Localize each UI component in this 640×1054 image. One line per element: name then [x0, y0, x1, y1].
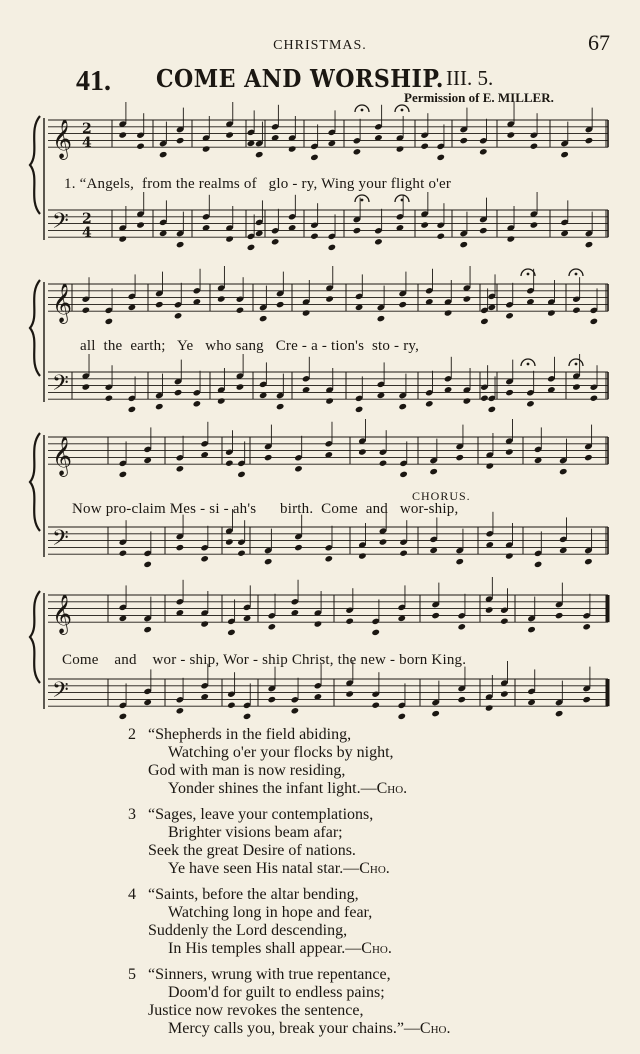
note-head [398, 403, 407, 410]
note-head [236, 307, 245, 314]
note-head [358, 552, 367, 559]
note-head [310, 154, 319, 161]
note-head [227, 702, 236, 709]
bass-clef-icon: 𝄢 [52, 678, 69, 708]
note-head [457, 623, 466, 630]
note-head [500, 690, 509, 697]
note-head [136, 221, 145, 228]
note-head [314, 620, 323, 627]
fermata-dot [361, 199, 364, 202]
note-head [325, 555, 334, 562]
note-head [420, 221, 429, 228]
note-head [527, 626, 536, 633]
note-head [582, 623, 591, 630]
hymn-number: 41. [76, 66, 111, 97]
note-head [436, 154, 445, 161]
note-head [488, 406, 497, 413]
note-head [455, 558, 464, 565]
note-head [328, 244, 337, 251]
note-head [530, 221, 539, 228]
note-head [176, 241, 185, 248]
note-head [377, 315, 386, 322]
note-head [459, 241, 468, 248]
note-head [243, 713, 252, 720]
note-head [202, 145, 211, 152]
note-head [247, 244, 256, 251]
verse-line: Suddenly the Lord descending, [148, 922, 348, 939]
verse-number: 2 [128, 726, 136, 743]
note-head [176, 465, 185, 472]
note-head [396, 145, 405, 152]
verse-line: Yonder shines the infant light.— [168, 780, 377, 797]
fermata-dot [361, 109, 364, 112]
refrain-mark: Cho. [361, 940, 392, 957]
verse-line: Seek the great Desire of nations. [148, 842, 356, 859]
note-head [572, 383, 581, 390]
note-head [119, 713, 128, 720]
verse-3 [128, 806, 450, 878]
verse-line: “Saints, before the altar bending, [148, 886, 359, 903]
permission-credit: Permission of E. MILLER. [404, 90, 554, 105]
verse-line: “Shepherds in the field abiding, [148, 726, 352, 743]
note-head [294, 544, 303, 551]
verse-line: Ye have seen His natal star.— [168, 860, 360, 877]
verse-line: Brighter visions beam afar; [168, 824, 343, 841]
note-head [582, 696, 591, 703]
bass-clef-icon: 𝄢 [52, 371, 69, 401]
note-head [217, 295, 226, 302]
note-head [480, 318, 489, 325]
note-head [507, 235, 516, 242]
note-head [225, 235, 234, 242]
treble-clef-icon: 𝄞 [52, 436, 73, 476]
note-head [547, 309, 556, 316]
verse-line: “Sages, leave your contemplations, [148, 806, 374, 823]
note-head [271, 238, 280, 245]
treble-clef-icon: 𝄞 [52, 283, 73, 323]
note-head [500, 618, 509, 625]
note-head [463, 295, 472, 302]
note-head [136, 143, 145, 150]
note-head [345, 690, 354, 697]
note-head [371, 702, 380, 709]
verse-line: Watching long in hope and fear, [168, 904, 373, 921]
note-head [534, 561, 543, 568]
note-head [399, 550, 408, 557]
note-head [155, 403, 164, 410]
verse-5 [128, 966, 450, 1038]
treble-clef-icon: 𝄞 [52, 594, 73, 634]
verse-4 [128, 886, 450, 958]
note-head [459, 137, 468, 144]
chorus-label: CHORUS. [412, 489, 471, 503]
note-head [276, 403, 285, 410]
lyric-line-1: 1. “Angels, from the realms of glo - ry, Wing your flight o'er [64, 176, 452, 192]
note-head [174, 389, 183, 396]
note-head [325, 397, 334, 404]
note-head [479, 227, 488, 234]
note-head [236, 383, 245, 390]
note-head [584, 454, 593, 461]
note-head [585, 241, 594, 248]
note-head [174, 312, 183, 319]
note-head [555, 612, 564, 619]
note-head [397, 713, 406, 720]
brace [30, 433, 40, 531]
note-head [358, 448, 367, 455]
note-head [200, 555, 209, 562]
note-head [82, 307, 91, 314]
note-head [225, 460, 234, 467]
note-head [353, 148, 362, 155]
note-head [429, 468, 438, 475]
note-head [436, 233, 445, 240]
note-head [237, 471, 246, 478]
note-head [353, 227, 362, 234]
note-head [310, 233, 319, 240]
time-signature-top: 2 [82, 121, 92, 137]
note-head [526, 400, 535, 407]
fermata-dot [527, 363, 530, 366]
note-head [345, 618, 354, 625]
note-head [480, 395, 489, 402]
running-head: CHRISTMAS. [273, 38, 367, 53]
verse-line: Mercy calls you, break your chains.”— [168, 1020, 420, 1037]
verse-list [128, 726, 450, 1046]
note-head [217, 397, 226, 404]
time-signature-bottom: 4 [82, 225, 92, 241]
note-head [505, 389, 514, 396]
note-head [105, 318, 114, 325]
note-head [119, 550, 128, 557]
note-head [237, 550, 246, 557]
note-head [155, 301, 164, 308]
note-head [128, 406, 137, 413]
note-head [431, 710, 440, 717]
note-head [398, 301, 407, 308]
note-head [264, 454, 273, 461]
verse-2 [128, 726, 450, 798]
note-head [431, 612, 440, 619]
note-head [159, 151, 168, 158]
hymn-meter: III. 5. [446, 66, 494, 90]
verse-line: “Sinners, wrung with true repentance, [148, 966, 391, 983]
verse-line: Justice now revokes the sentence, [148, 1002, 364, 1019]
note-head [379, 538, 388, 545]
brace [30, 591, 40, 683]
lyric-line-3: Now pro-claim Mes - si - ah's birth. Come and wor-ship, [72, 501, 459, 517]
note-head [225, 538, 234, 545]
brace [30, 280, 40, 376]
verse-number: 5 [128, 966, 136, 983]
note-head [457, 696, 466, 703]
note-head [479, 148, 488, 155]
note-head [268, 623, 277, 630]
lyric-line-2: all the earth; Ye who sang Cre - a - tion's sto - ry, [80, 338, 420, 354]
note-head [590, 395, 599, 402]
note-head [176, 137, 185, 144]
note-head [355, 406, 364, 413]
note-head [119, 471, 128, 478]
bass-clef-icon: 𝄢 [52, 209, 69, 239]
page-number: 67 [588, 30, 610, 55]
note-head [193, 400, 202, 407]
verse-number: 4 [128, 886, 136, 903]
refrain-mark: Cho. [419, 1020, 451, 1037]
note-head [505, 312, 514, 319]
note-head [371, 629, 380, 636]
note-head [227, 629, 236, 636]
note-head [276, 301, 285, 308]
note-head [291, 707, 300, 714]
note-head [584, 558, 593, 565]
note-head [555, 710, 564, 717]
note-head [507, 131, 516, 138]
note-head [572, 307, 581, 314]
note-head [294, 465, 303, 472]
note-head [530, 143, 539, 150]
lyric-line-4: Come and wor - ship, Wor - ship Christ, the new - born King. [62, 652, 467, 668]
note-head [455, 454, 464, 461]
note-head [302, 309, 311, 316]
fermata-dot [527, 273, 530, 276]
note-head [143, 561, 152, 568]
note-head [485, 704, 494, 711]
note-head [485, 462, 494, 469]
verse-number: 3 [128, 806, 136, 823]
verse-line: God with man is now residing, [148, 762, 346, 779]
note-head [118, 235, 127, 242]
note-head [559, 468, 568, 475]
note-head [225, 131, 234, 138]
note-head [463, 397, 472, 404]
verse-line: Watching o'er your flocks by night, [168, 744, 394, 761]
verse-line: Doom'd for guilt to endless pains; [168, 984, 385, 1001]
note-head [325, 295, 334, 302]
note-head [82, 383, 91, 390]
note-head [485, 606, 494, 613]
note-head [143, 626, 152, 633]
note-head [425, 400, 434, 407]
note-head [585, 137, 594, 144]
fermata-dot [575, 363, 578, 366]
brace [30, 116, 40, 214]
note-head [105, 395, 114, 402]
fermata-dot [575, 273, 578, 276]
hymn-title: COME AND WORSHIP. [156, 64, 444, 93]
refrain-mark: Cho. [376, 780, 408, 797]
note-head [399, 471, 408, 478]
note-head [264, 558, 273, 565]
note-head [200, 620, 209, 627]
bass-clef-icon: 𝄢 [52, 526, 69, 556]
note-head [505, 448, 514, 455]
treble-clef-icon: 𝄞 [52, 119, 73, 159]
note-head [255, 151, 264, 158]
note-head [118, 131, 127, 138]
note-head [590, 318, 599, 325]
note-head [420, 143, 429, 150]
fermata-dot [401, 109, 404, 112]
refrain-mark: Cho. [359, 860, 390, 877]
note-head [505, 552, 514, 559]
note-head [379, 460, 388, 467]
verse-line: In His temples shall appear.— [168, 940, 362, 957]
note-head [176, 707, 185, 714]
note-head [288, 145, 297, 152]
note-head [374, 238, 383, 245]
note-head [444, 309, 453, 316]
time-signature-bottom: 4 [82, 135, 92, 151]
note-head [176, 544, 185, 551]
fermata-dot [401, 199, 404, 202]
note-head [259, 315, 268, 322]
note-head [560, 151, 569, 158]
time-signature-top: 2 [82, 211, 92, 227]
note-head [268, 696, 277, 703]
